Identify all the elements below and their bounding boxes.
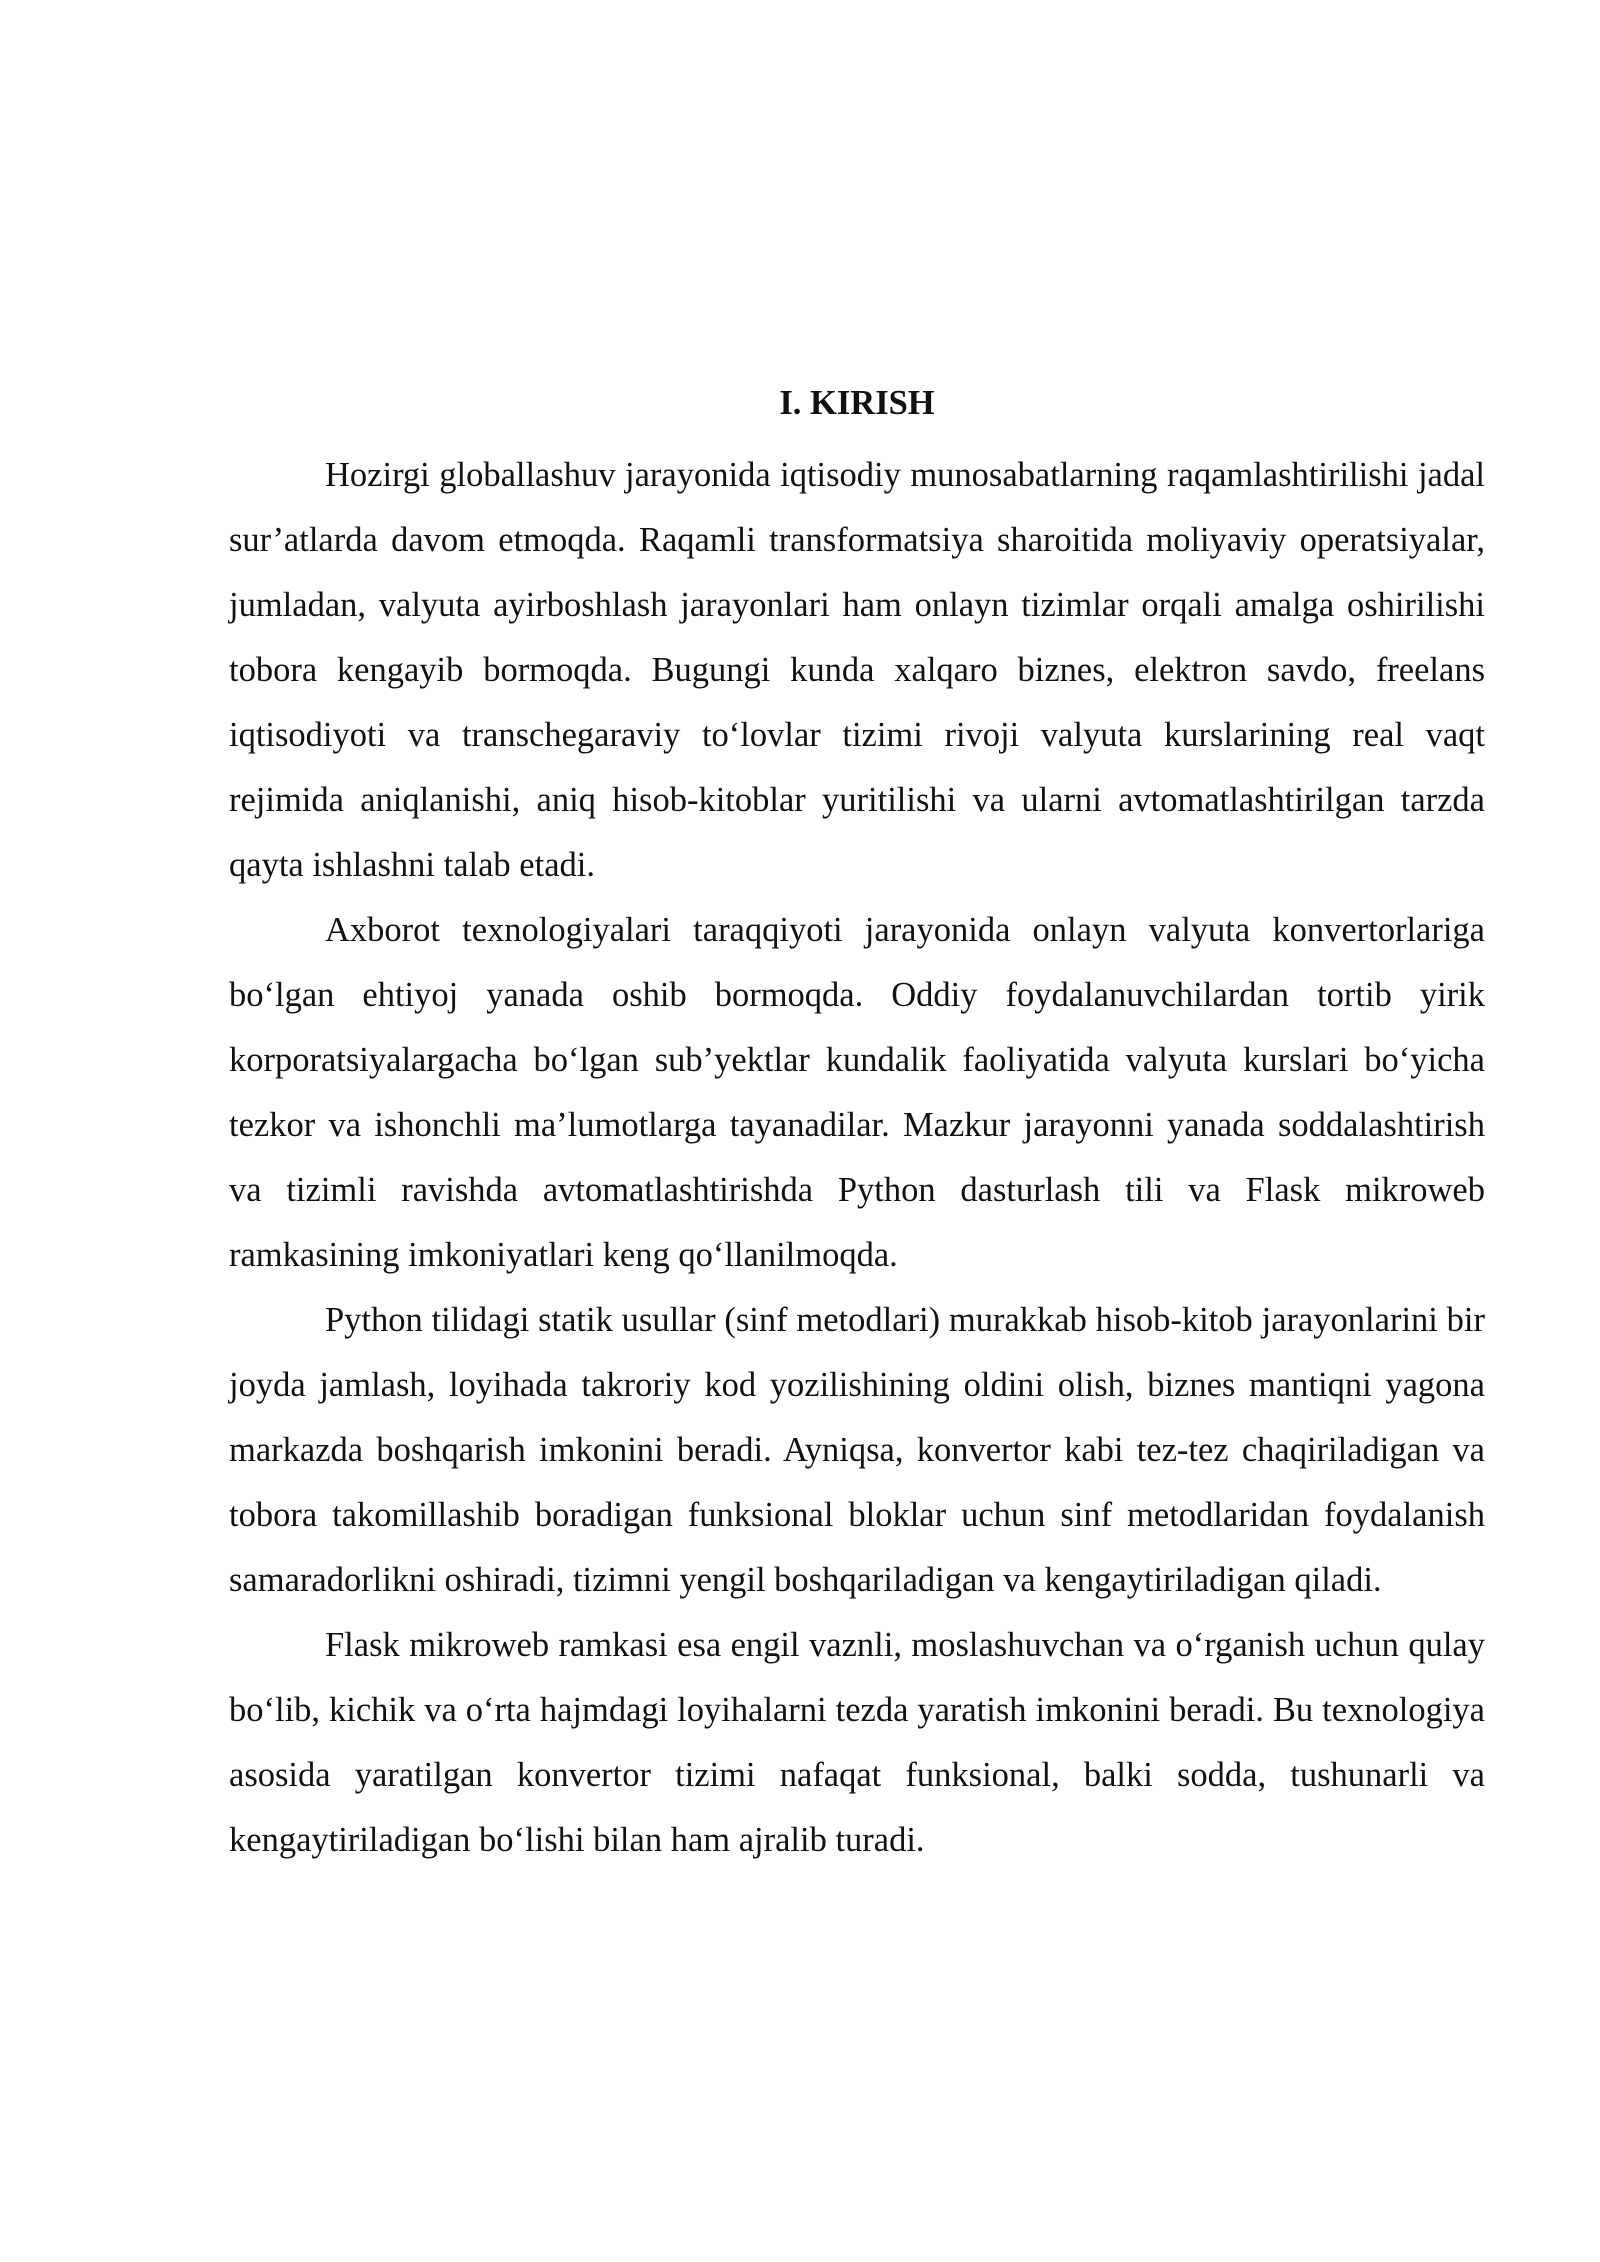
document-body: [229, 378, 1485, 1873]
section-heading: I. KIRISH: [779, 384, 935, 422]
paragraph-4: Flask mikroweb ramkasi esa engil vaznli, moslashuvchan va o‘rganish uchun qulay bo‘lib, kichik va o‘rta hajmdagi loyihalarni tezda yaratish imkonini beradi. Bu texnologiya asosida yaratilgan konvertor tizimi nafaqat funksional, balki sodda, tushunarli va kengaytiriladigan bo‘lishi bilan ham ajralib turadi.: [229, 1626, 1485, 1859]
paragraph-2: Axborot texnologiyalari taraqqiyoti jarayonida onlayn valyuta konvertorlariga bo‘lgan ehtiyoj yanada oshib bormoqda. Oddiy foydalanuvchilardan tortib yirik korporatsiyalargacha bo‘lgan sub’yektlar kundalik faoliyatida valyuta kurslari bo‘yicha tezkor va ishonchli ma’lumotlarga tayanadilar. Mazkur jarayonni yanada soddalashtirish va tizimli ravishda avtomatlashtirishda Python dasturlash tili va Flask mikroweb ramkasining imkoniyatlari keng qo‘llanilmoqda.: [229, 911, 1485, 1274]
paragraph-1: Hozirgi globallashuv jarayonida iqtisodiy munosabatlarning raqamlashtirilishi jadal sur’atlarda davom etmoqda. Raqamli transformatsiya sharoitida moliyaviy operatsiyalar, jumladan, valyuta ayirboshlash jarayonlari ham onlayn tizimlar orqali amalga oshirilishi tobora kengayib bormoqda. Bugungi kunda xalqaro biznes, elektron savdo, freelans iqtisodiyoti va transchegaraviy to‘lovlar tizimi rivoji valyuta kurslarining real vaqt rejimida aniqlanishi, aniq hisob-kitoblar yuritilishi va ularni avtomatlashtirilgan tarzda qayta ishlashni talab etadi.: [229, 456, 1485, 884]
paragraph-3: Python tilidagi statik usullar (sinf metodlari) murakkab hisob-kitob jarayonlarini bir joyda jamlash, loyihada takroriy kod yozilishining oldini olish, biznes mantiqni yagona markazda boshqarish imkonini beradi. Ayniqsa, konvertor kabi tez-tez chaqiriladigan va tobora takomillashib boradigan funksional bloklar uchun sinf metodlaridan foydalanish samaradorlikni oshiradi, tizimni yengil boshqariladigan va kengaytiriladigan qiladi.: [229, 1301, 1485, 1599]
